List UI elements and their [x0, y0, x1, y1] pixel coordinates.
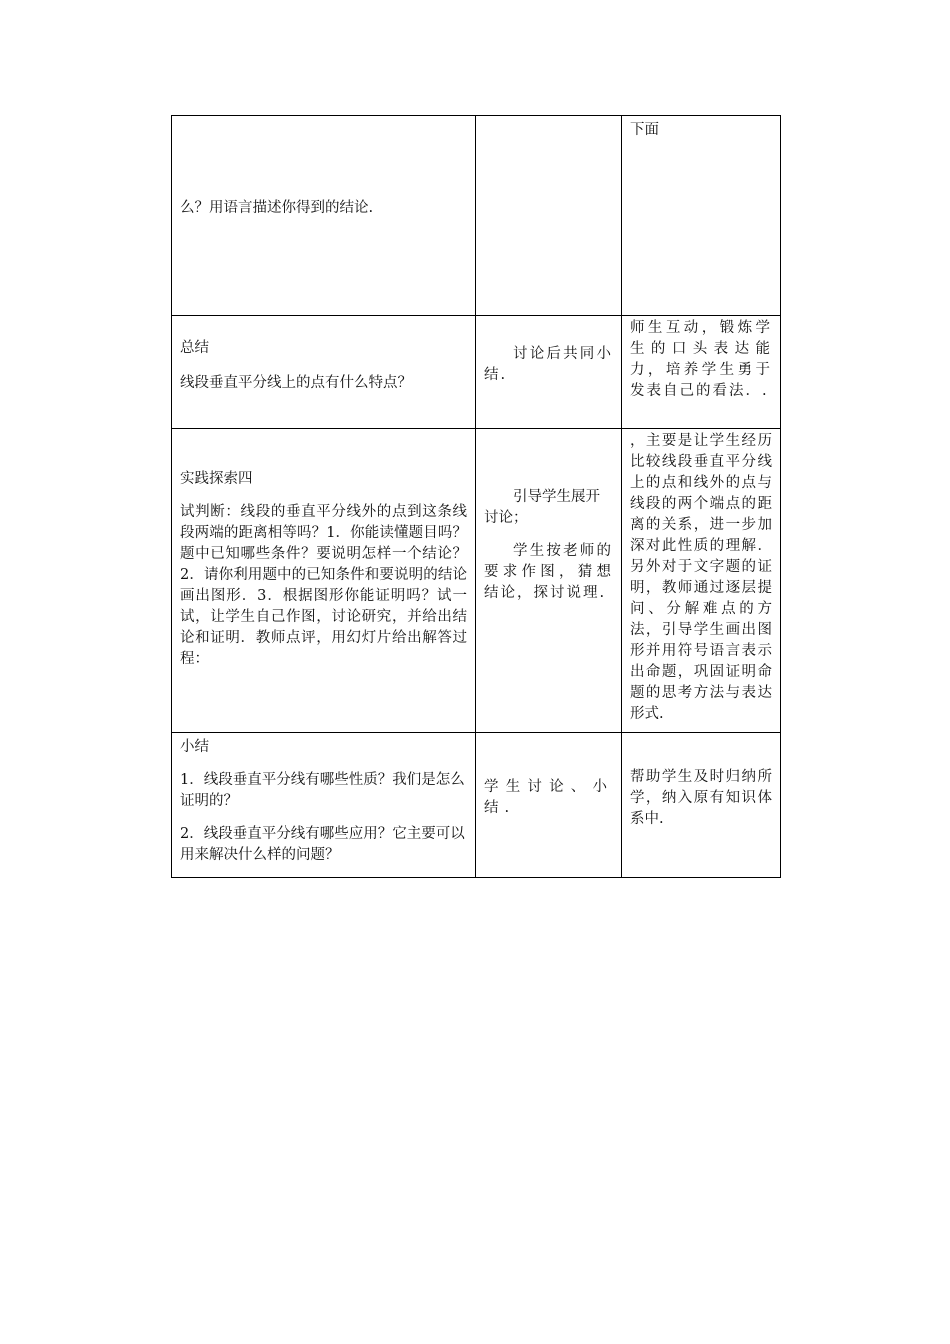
cell-activity	[476, 429, 622, 733]
table-row	[172, 316, 781, 429]
cell-activity	[476, 116, 622, 316]
section-body: 试判断：线段的垂直平分线外的点到这条线段两端的距离相等吗？1．你能读懂题目吗？题中已知哪些条件？要说明怎样一个结论？2．请你利用题中的已知条件和要说明的结论画出图形．3．根据图形你能证明吗？试一试，让学生自己作图，讨论研究，并给出结论和证明．教师点评，用幻灯片给出解答过程：	[180, 504, 467, 667]
cell-intent	[622, 733, 781, 878]
table-row	[172, 429, 781, 733]
cell-activity	[476, 733, 622, 878]
section-title: 总结	[180, 340, 209, 356]
lesson-plan-table	[171, 115, 781, 878]
table-row	[172, 116, 781, 316]
content-text: 么？用语言描述你得到的结论.	[180, 200, 374, 216]
cell-content	[172, 116, 476, 316]
section-title: 小结	[180, 739, 209, 755]
activity-text: 讨论后共同小结.	[484, 346, 613, 383]
section-title: 实践探索四	[180, 471, 253, 487]
section-question: 线段垂直平分线上的点有什么特点？	[180, 375, 412, 391]
cell-content	[172, 316, 476, 429]
cell-intent	[622, 316, 781, 429]
intent-text: 帮助学生及时归纳所学，纳入原有知识体系中.	[630, 769, 772, 827]
cell-intent	[622, 116, 781, 316]
question-item: 1．线段垂直平分线有哪些性质？我们是怎么证明的？	[180, 772, 465, 809]
activity-text: 引导学生展开讨论；	[484, 489, 600, 526]
intent-text: 下面	[630, 122, 659, 138]
cell-content	[172, 429, 476, 733]
cell-intent	[622, 429, 781, 733]
intent-text: ，主要是让学生经历比较线段垂直平分线上的点和线外的点与线段的两个端点的距离的关系，进一步加深对此性质的理解．另外对于文字题的证明，教师通过逐层提问、分解难点的方法，引导学生画出图形并用符号语言表示出命题，巩固证明命题的思考方法与表达形式.	[630, 433, 772, 722]
activity-text: 学生讨论、小结.	[484, 779, 613, 816]
intent-text: 师生互动，锻炼学生的口头表达能力，培养学生勇于发表自己的看法．.	[630, 320, 772, 399]
cell-content	[172, 733, 476, 878]
activity-text: 学生按老师的要求作图，猜想结论，探讨说理.	[484, 543, 613, 601]
question-item: 2．线段垂直平分线有哪些应用？它主要可以用来解决什么样的问题？	[180, 826, 465, 863]
cell-activity	[476, 316, 622, 429]
table-row	[172, 733, 781, 878]
